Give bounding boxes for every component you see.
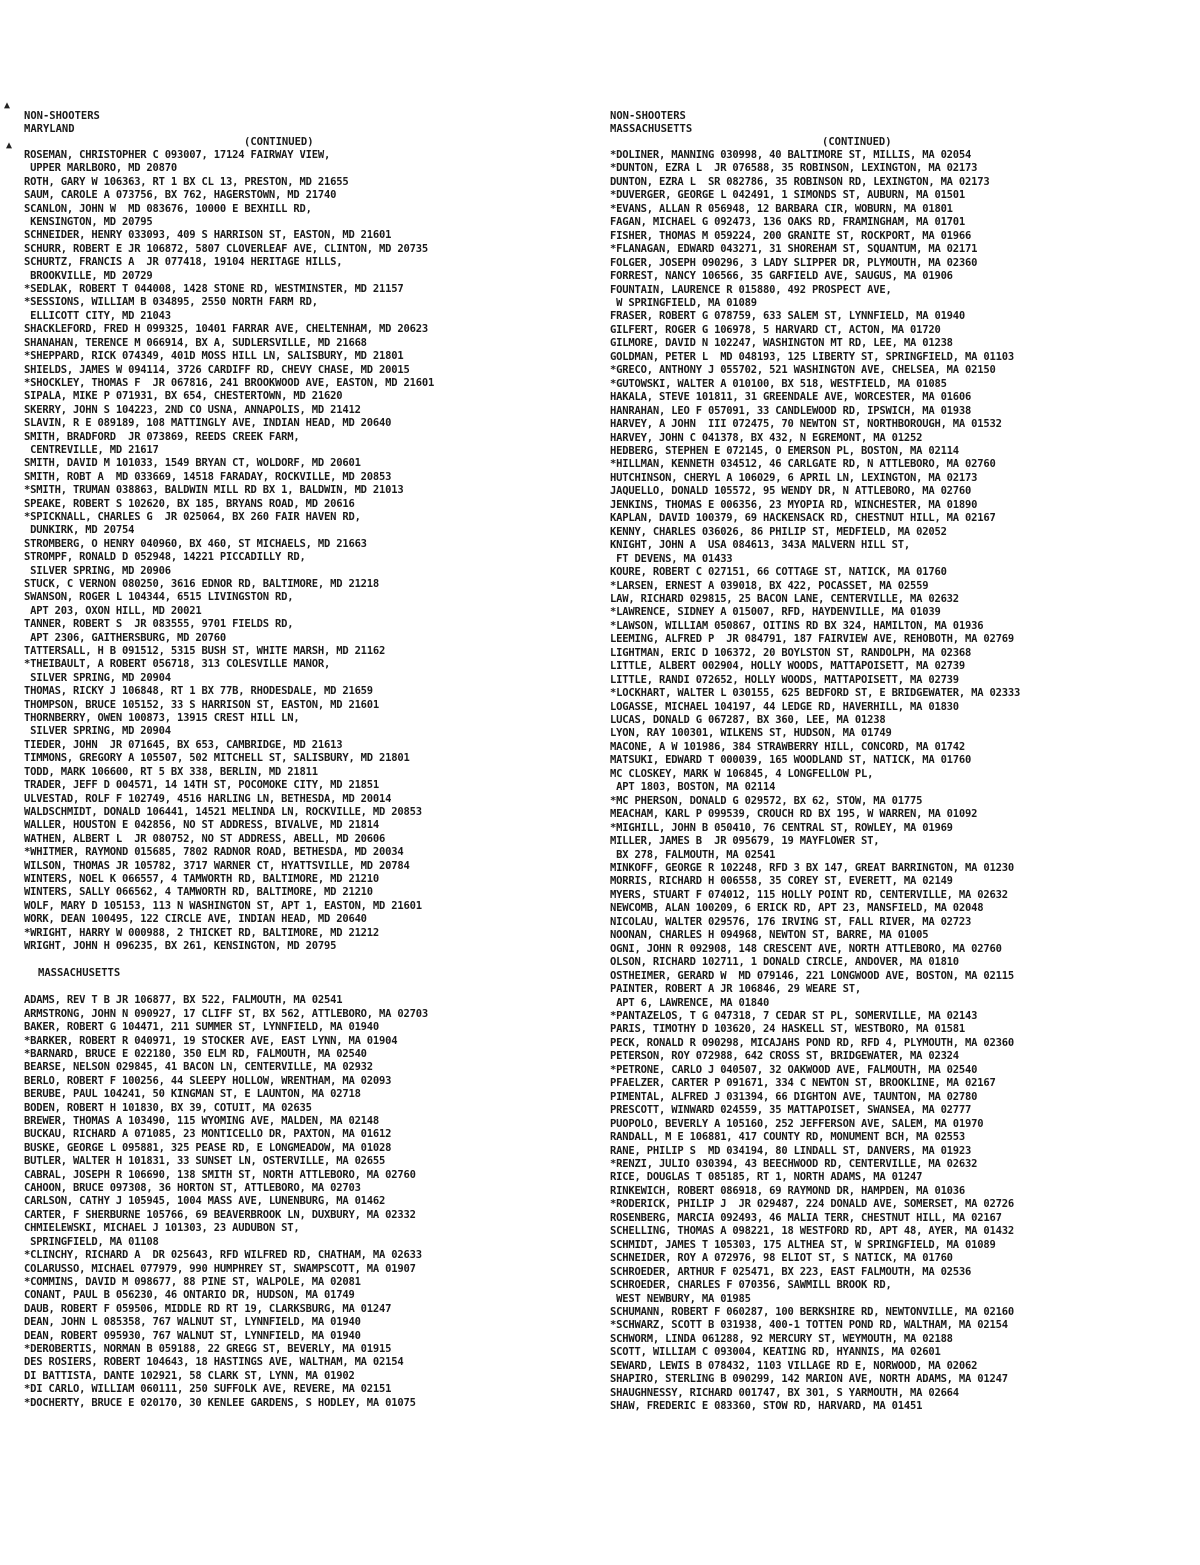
list-item: GILMORE, DAVID N 102247, WASHINGTON MT RD, LEE, MA 01238 [610,337,953,350]
list-item: *DOLINER, MANNING 030998, 40 BALTIMORE ST, MILLIS, MA 02054 [610,149,972,161]
list-item: SPRINGFIELD, MA 01108 [24,1235,159,1248]
list-item: SHAUGHNESSY, RICHARD 001747, BX 301, S YARMOUTH, MA 02664 [610,1386,959,1399]
list-item: SLAVIN, R E 089189, 108 MATTINGLY AVE, INDIAN HEAD, MD 20640 [24,417,392,430]
list-item: SCHROEDER, ARTHUR F 025471, BX 223, EAST FALMOUTH, MA 02536 [610,1265,972,1278]
list-item: SWANSON, ROGER L 104344, 6515 LIVINGSTON RD, [24,591,294,604]
list-item: ADAMS, REV T B JR 106877, BX 522, FALMOUTH, MA 02541 [24,994,343,1007]
list-item: SEWARD, LEWIS B 078432, 1103 VILLAGE RD E, NORWOOD, MA 02062 [610,1359,978,1372]
list-item: *BARKER, ROBERT R 040971, 19 STOCKER AVE, EAST LYNN, MA 01904 [24,1034,398,1047]
list-item: *RENZI, JULIO 030394, 43 BEECHWOOD RD, CENTERVILLE, MA 02632 [610,1157,978,1170]
entry-list [24,149,599,953]
list-item: BAKER, ROBERT G 104471, 211 SUMMER ST, LYNNFIELD, MA 01940 [24,1021,380,1034]
list-item: SILVER SPRING, MD 20904 [24,671,171,684]
list-item: HANRAHAN, LEO F 057091, 33 CANDLEWOOD RD, IPSWICH, MA 01938 [610,404,972,417]
list-item: SPEAKE, ROBERT S 102620, BX 185, BRYANS ROAD, MD 20616 [24,497,355,510]
list-item: RINKEWICH, ROBERT 086918, 69 RAYMOND DR, HAMPDEN, MA 01036 [610,1184,966,1197]
list-item: WINTERS, SALLY 066562, 4 TAMWORTH RD, BALTIMORE, MD 21210 [24,886,373,899]
list-item: FORREST, NANCY 106566, 35 GARFIELD AVE, SAUGUS, MA 01906 [610,270,953,283]
list-item: MYERS, STUART F 074012, 115 HOLLY POINT RD, CENTERVILLE, MA 02632 [610,888,1008,901]
list-item: FRASER, ROBERT G 078759, 633 SALEM ST, LYNNFIELD, MA 01940 [610,310,966,323]
list-item: HARVEY, JOHN C 041378, BX 432, N EGREMONT, MA 01252 [610,431,923,444]
list-item: SMITH, BRADFORD JR 073869, REEDS CREEK FARM, [24,430,300,443]
list-item: THOMAS, RICKY J 106848, RT 1 BX 77B, RHODESDALE, MD 21659 [24,685,373,698]
margin-mark: ▲ [6,140,13,151]
list-item: STROMBERG, O HENRY 040960, BX 460, ST MICHAELS, MD 21663 [24,537,367,550]
list-item: CABRAL, JOSEPH R 106690, 138 SMITH ST, NORTH ATTLEBORO, MA 02760 [24,1168,416,1181]
list-item: ROSENBERG, MARCIA 092493, 46 MALIA TERR, CHESTNUT HILL, MA 02167 [610,1211,1002,1224]
right-column [610,110,1190,1414]
list-item: *LAWSON, WILLIAM 050867, OITINS RD BX 324, HAMILTON, MA 01936 [610,619,984,632]
list-item: THOMPSON, BRUCE 105152, 33 S HARRISON ST, EASTON, MD 21601 [24,698,380,711]
list-item: APT 2306, GAITHERSBURG, MD 20760 [24,631,227,644]
list-item: SHAPIRO, STERLING B 090299, 142 MARION AVE, NORTH ADAMS, MA 01247 [610,1373,1008,1386]
list-item: BUTLER, WALTER H 101831, 33 SUNSET LN, OSTERVILLE, MA 02655 [24,1155,386,1168]
list-item: *WRIGHT, HARRY W 000988, 2 THICKET RD, BALTIMORE, MD 21212 [24,926,380,939]
list-item: *EVANS, ALLAN R 056948, 12 BARBARA CIR, WOBURN, MA 01801 [610,202,953,215]
list-item: HAKALA, STEVE 101811, 31 GREENDALE AVE, WORCESTER, MA 01606 [610,391,972,404]
list-item: LYON, RAY 100301, WILKENS ST, HUDSON, MA 01749 [610,727,892,740]
state-heading: MASSACHUSETTS [610,123,693,135]
list-item: FISHER, THOMAS M 059224, 200 GRANITE ST, ROCKPORT, MA 01966 [610,229,972,242]
list-item: WEST NEWBURY, MA 01985 [610,1292,751,1305]
list-item: CONANT, PAUL B 056230, 46 ONTARIO DR, HUDSON, MA 01749 [24,1289,355,1302]
section-heading: NON-SHOOTERS [610,110,686,122]
list-item: SAUM, CAROLE A 073756, BX 762, HAGERSTOWN, MD 21740 [24,189,337,202]
list-item: MORRIS, RICHARD H 006558, 35 COREY ST, EVERETT, MA 02149 [610,875,953,888]
list-item: *DOCHERTY, BRUCE E 020170, 30 KENLEE GARDENS, S HODLEY, MA 01075 [24,1396,416,1409]
list-item: *MC PHERSON, DONALD G 029572, BX 62, STOW, MA 01775 [610,794,923,807]
list-item: SKERRY, JOHN S 104223, 2ND CO USNA, ANNAPOLIS, MD 21412 [24,403,361,416]
entry-list [24,994,599,1410]
list-item: *PANTAZELOS, T G 047318, 7 CEDAR ST PL, SOMERVILLE, MA 02143 [610,1010,978,1022]
list-item: MATSUKI, EDWARD T 000039, 165 WOODLAND ST, NATICK, MA 01760 [610,754,972,767]
list-item: BODEN, ROBERT H 101830, BX 39, COTUIT, MA 02635 [24,1101,312,1114]
list-item: *RODERICK, PHILIP J JR 029487, 224 DONALD AVE, SOMERSET, MA 02726 [610,1198,1015,1211]
list-item: SILVER SPRING, MD 20906 [24,564,171,577]
list-item: PETERSON, ROY 072988, 642 CROSS ST, BRIDGEWATER, MA 02324 [610,1050,959,1063]
list-item: OGNI, JOHN R 092908, 148 CRESCENT AVE, NORTH ATTLEBORO, MA 02760 [610,942,1002,955]
list-item: SCHNEIDER, ROY A 072976, 98 ELIOT ST, S NATICK, MA 01760 [610,1252,953,1265]
list-item: TIEDER, JOHN JR 071645, BX 653, CAMBRIDGE, MD 21613 [24,738,343,751]
list-item: DEAN, ROBERT 095930, 767 WALNUT ST, LYNNFIELD, MA 01940 [24,1329,361,1342]
list-item: SCHROEDER, CHARLES F 070356, SAWMILL BROOK RD, [610,1279,892,1292]
list-item: MACONE, A W 101986, 384 STRAWBERRY HILL, CONCORD, MA 01742 [610,740,966,753]
list-item: TATTERSALL, H B 091512, 5315 BUSH ST, WHITE MARSH, MD 21162 [24,645,386,658]
list-item: JAQUELLO, DONALD 105572, 95 WENDY DR, N ATTLEBORO, MA 02760 [610,485,972,498]
left-column [24,110,599,1410]
list-item: LUCAS, DONALD G 067287, BX 360, LEE, MA 01238 [610,714,886,727]
list-item: OLSON, RICHARD 102711, 1 DONALD CIRCLE, ANDOVER, MA 01810 [610,956,959,969]
list-item: LITTLE, ALBERT 002904, HOLLY WOODS, MATTAPOISETT, MA 02739 [610,660,966,673]
list-item: *SHOCKLEY, THOMAS F JR 067816, 241 BROOKWOOD AVE, EASTON, MD 21601 [24,376,435,389]
list-item: KENNY, CHARLES 036026, 86 PHILIP ST, MEDFIELD, MA 02052 [610,525,947,538]
list-item: LITTLE, RANDI 072652, HOLLY WOODS, MATTAPOISETT, MA 02739 [610,673,959,686]
list-item: WILSON, THOMAS JR 105782, 3717 WARNER CT, HYATTSVILLE, MD 20784 [24,859,410,872]
list-item: *SPICKNALL, CHARLES G JR 025064, BX 260 FAIR HAVEN RD, [24,510,361,523]
state-heading: MARYLAND [24,123,75,135]
list-item: SCHMIDT, JAMES T 105303, 175 ALTHEA ST, W SPRINGFIELD, MA 01089 [610,1238,996,1251]
list-item: SHIELDS, JAMES W 094114, 3726 CARDIFF RD, CHEVY CHASE, MD 20015 [24,363,410,376]
list-item: *HILLMAN, KENNETH 034512, 46 CARLGATE RD, N ATTLEBORO, MA 02760 [610,458,996,471]
list-item: SCHNEIDER, HENRY 033093, 409 S HARRISON ST, EASTON, MD 21601 [24,229,392,242]
list-item: WATHEN, ALBERT L JR 080752, NO ST ADDRESS, ABELL, MD 20606 [24,832,386,845]
list-item: WINTERS, NOEL K 066557, 4 TAMWORTH RD, BALTIMORE, MD 21210 [24,872,380,885]
list-item: *GRECO, ANTHONY J 055702, 521 WASHINGTON AVE, CHELSEA, MA 02150 [610,364,996,377]
list-item: KAPLAN, DAVID 100379, 69 HACKENSACK RD, CHESTNUT HILL, MA 02167 [610,512,996,525]
list-item: FAGAN, MICHAEL G 092473, 136 OAKS RD, FRAMINGHAM, MA 01701 [610,216,966,229]
list-item: *DI CARLO, WILLIAM 060111, 250 SUFFOLK AVE, REVERE, MA 02151 [24,1383,392,1396]
list-item: DAUB, ROBERT F 059506, MIDDLE RD RT 19, CLARKSBURG, MA 01247 [24,1302,392,1315]
list-item: NEWCOMB, ALAN 100209, 6 ERICK RD, APT 23, MANSFIELD, MA 02048 [610,902,984,915]
list-item: DES ROSIERS, ROBERT 104643, 18 HASTINGS AVE, WALTHAM, MA 02154 [24,1356,404,1369]
list-item: MILLER, JAMES B JR 095679, 19 MAYFLOWER ST, [610,835,880,848]
list-item: FT DEVENS, MA 01433 [610,552,733,565]
list-item: BUCKAU, RICHARD A 071085, 23 MONTICELLO DR, PAXTON, MA 01612 [24,1128,392,1141]
list-item: BREWER, THOMAS A 103490, 115 WYOMING AVE, MALDEN, MA 02148 [24,1115,380,1128]
list-item: MEACHAM, KARL P 099539, CROUCH RD BX 195, W WARREN, MA 01092 [610,808,978,821]
list-item: SHANAHAN, TERENCE M 066914, BX A, SUDLERSVILLE, MD 21668 [24,336,367,349]
entry-list [610,149,1190,1414]
list-item: SHACKLEFORD, FRED H 099325, 10401 FARRAR AVE, CHELTENHAM, MD 20623 [24,323,429,336]
list-item: FOLGER, JOSEPH 090296, 3 LADY SLIPPER DR, PLYMOUTH, MA 02360 [610,256,978,269]
list-item: DI BATTISTA, DANTE 102921, 58 CLARK ST, LYNN, MA 01902 [24,1369,355,1382]
list-item: *LAWRENCE, SIDNEY A 015007, RFD, HAYDENVILLE, MA 01039 [610,606,941,619]
list-item: *WHITMER, RAYMOND 015685, 7802 RADNOR ROAD, BETHESDA, MD 20034 [24,846,404,859]
list-item: HUTCHINSON, CHERYL A 106029, 6 APRIL LN, LEXINGTON, MA 02173 [610,471,978,484]
list-item: SCHUMANN, ROBERT F 060287, 100 BERKSHIRE RD, NEWTONVILLE, MA 02160 [610,1305,1015,1318]
list-item: SMITH, ROBT A MD 033669, 14518 FARADAY, ROCKVILLE, MD 20853 [24,470,392,483]
list-item: ROSEMAN, CHRISTOPHER C 093007, 17124 FAIRWAY VIEW, [24,149,331,161]
list-item: PIMENTAL, ALFRED J 031394, 66 DIGHTON AVE, TAUNTON, MA 02780 [610,1090,978,1103]
section-heading: NON-SHOOTERS [24,110,100,122]
list-item: GILFERT, ROGER G 106978, 5 HARVARD CT, ACTON, MA 01720 [610,323,941,336]
list-item: DEAN, JOHN L 085358, 767 WALNUT ST, LYNNFIELD, MA 01940 [24,1316,361,1329]
list-item: CARLSON, CATHY J 105945, 1004 MASS AVE, LUNENBURG, MA 01462 [24,1195,386,1208]
list-item: MINKOFF, GEORGE R 102248, RFD 3 BX 147, GREAT BARRINGTON, MA 01230 [610,862,1015,875]
list-item: CHMIELEWSKI, MICHAEL J 101303, 23 AUDUBON ST, [24,1222,300,1235]
list-item: ROTH, GARY W 106363, RT 1 BX CL 13, PRESTON, MD 21655 [24,175,349,188]
list-item: *MIGHILL, JOHN B 050410, 76 CENTRAL ST, ROWLEY, MA 01969 [610,821,953,834]
list-item: SCANLON, JOHN W MD 083676, 10000 E BEXHILL RD, [24,202,312,215]
list-item: TANNER, ROBERT S JR 083555, 9701 FIELDS RD, [24,618,294,631]
list-item: TRADER, JEFF D 004571, 14 14TH ST, POCOMOKE CITY, MD 21851 [24,779,380,792]
list-item: LEEMING, ALFRED P JR 084791, 187 FAIRVIEW AVE, REHOBOTH, MA 02769 [610,633,1015,646]
list-item: *SHEPPARD, RICK 074349, 401D MOSS HILL LN, SALISBURY, MD 21801 [24,350,404,363]
list-item: *LOCKHART, WALTER L 030155, 625 BEDFORD ST, E BRIDGEWATER, MA 02333 [610,687,1021,700]
list-item: *GUTOWSKI, WALTER A 010100, BX 518, WESTFIELD, MA 01085 [610,377,947,390]
list-item: PAINTER, ROBERT A JR 106846, 29 WEARE ST, [610,983,861,996]
list-item: KOURE, ROBERT C 027151, 66 COTTAGE ST, NATICK, MA 01760 [610,566,947,579]
list-item: FOUNTAIN, LAURENCE R 015880, 492 PROSPECT AVE, [610,283,892,296]
list-item: *THEIBAULT, A ROBERT 056718, 313 COLESVILLE MANOR, [24,658,331,671]
list-item: *DEROBERTIS, NORMAN B 059188, 22 GREGG ST, BEVERLY, MA 01915 [24,1342,392,1355]
list-item: *COMMINS, DAVID M 098677, 88 PINE ST, WALPOLE, MA 02081 [24,1275,361,1288]
list-item: *SEDLAK, ROBERT T 044008, 1428 STONE RD, WESTMINSTER, MD 21157 [24,283,404,296]
list-item: APT 203, OXON HILL, MD 20021 [24,604,202,617]
list-item: ULVESTAD, ROLF F 102749, 4516 HARLING LN, BETHESDA, MD 20014 [24,792,392,805]
list-item: SCHELLING, THOMAS A 098221, 18 WESTFORD RD, APT 48, AYER, MA 01432 [610,1225,1015,1238]
list-item: *FLANAGAN, EDWARD 043271, 31 SHOREHAM ST, SQUANTUM, MA 02171 [610,243,978,256]
list-item: PARIS, TIMOTHY D 103620, 24 HASKELL ST, WESTBORO, MA 01581 [610,1023,966,1036]
list-item: RICE, DOUGLAS T 085185, RT 1, NORTH ADAMS, MA 01247 [610,1171,923,1184]
list-item: TODD, MARK 106600, RT 5 BX 338, BERLIN, MD 21811 [24,765,318,778]
list-item: SCHURTZ, FRANCIS A JR 077418, 19104 HERITAGE HILLS, [24,256,343,269]
list-item: KNIGHT, JOHN A USA 084613, 343A MALVERN HILL ST, [610,539,910,552]
list-item: SCHWORM, LINDA 061288, 92 MERCURY ST, WEYMOUTH, MA 02188 [610,1332,953,1345]
list-item: BX 278, FALMOUTH, MA 02541 [610,848,776,861]
list-item: SMITH, DAVID M 101033, 1549 BRYAN CT, WOLDORF, MD 20601 [24,457,361,470]
list-item: MC CLOSKEY, MARK W 106845, 4 LONGFELLOW PL, [610,767,874,780]
list-item: SCHURR, ROBERT E JR 106872, 5807 CLOVERLEAF AVE, CLINTON, MD 20735 [24,242,429,255]
list-item: APT 6, LAWRENCE, MA 01840 [610,996,770,1009]
list-item: PFAELZER, CARTER P 091671, 334 C NEWTON ST, BROOKLINE, MA 02167 [610,1077,996,1090]
list-item: DUNTON, EZRA L SR 082786, 35 ROBINSON RD, LEXINGTON, MA 02173 [610,175,990,188]
list-item: *DUVERGER, GEORGE L 042491, 1 SIMONDS ST, AUBURN, MA 01501 [610,189,966,202]
list-item: UPPER MARLBORO, MD 20870 [24,162,178,175]
list-item: LOGASSE, MICHAEL 104197, 44 LEDGE RD, HAVERHILL, MA 01830 [610,700,959,713]
list-item: BERUBE, PAUL 104241, 50 KINGMAN ST, E LAUNTON, MA 02718 [24,1088,361,1101]
list-item: ARMSTRONG, JOHN N 090927, 17 CLIFF ST, BX 562, ATTLEBORO, MA 02703 [24,1007,429,1020]
list-item: *SESSIONS, WILLIAM B 034895, 2550 NORTH FARM RD, [24,296,318,309]
list-item: CAHOON, BRUCE 097308, 36 HORTON ST, ATTLEBORO, MA 02703 [24,1182,361,1195]
list-item: SILVER SPRING, MD 20904 [24,725,171,738]
list-item: WORK, DEAN 100495, 122 CIRCLE AVE, INDIAN HEAD, MD 20640 [24,913,367,926]
list-item: JENKINS, THOMAS E 006356, 23 MYOPIA RD, WINCHESTER, MA 01890 [610,498,978,511]
list-item: LIGHTMAN, ERIC D 106372, 20 BOYLSTON ST, RANDOLPH, MA 02368 [610,646,972,659]
list-item: RANDALL, M E 106881, 417 COUNTY RD, MONUMENT BCH, MA 02553 [610,1131,966,1144]
list-item: HEDBERG, STEPHEN E 072145, O EMERSON PL, BOSTON, MA 02114 [610,444,959,457]
list-item: WALDSCHMIDT, DONALD 106441, 14521 MELINDA LN, ROCKVILLE, MD 20853 [24,805,422,818]
list-item: PUOPOLO, BEVERLY A 105160, 252 JEFFERSON AVE, SALEM, MA 01970 [610,1117,984,1130]
list-item: SHAW, FREDERIC E 083360, STOW RD, HARVARD, MA 01451 [610,1400,923,1413]
list-item: SIPALA, MIKE P 071931, BX 654, CHESTERTOWN, MD 21620 [24,390,343,403]
list-item: PRESCOTT, WINWARD 024559, 35 MATTAPOISET, SWANSEA, MA 02777 [610,1104,972,1117]
list-item: COLARUSSO, MICHAEL 077979, 990 HUMPHREY ST, SWAMPSCOTT, MA 01907 [24,1262,416,1275]
list-item: *DUNTON, EZRA L JR 076588, 35 ROBINSON, LEXINGTON, MA 02173 [610,162,978,175]
margin-mark: ▲ [4,100,11,111]
list-item: *SCHWARZ, SCOTT B 031938, 400-1 TOTTEN POND RD, WALTHAM, MA 02154 [610,1319,1008,1332]
list-item: WRIGHT, JOHN H 096235, BX 261, KENSINGTON, MD 20795 [24,939,337,952]
list-item: OSTHEIMER, GERARD W MD 079146, 221 LONGWOOD AVE, BOSTON, MA 02115 [610,969,1015,982]
list-item: GOLDMAN, PETER L MD 048193, 125 LIBERTY ST, SPRINGFIELD, MA 01103 [610,350,1015,363]
list-item: STUCK, C VERNON 080250, 3616 EDNOR RD, BALTIMORE, MD 21218 [24,578,380,590]
state-heading-massachusetts: MASSACHUSETTS [38,967,121,980]
list-item: KENSINGTON, MD 20795 [24,216,153,229]
list-item: ELLICOTT CITY, MD 21043 [24,309,171,322]
list-item: RANE, PHILIP S MD 034194, 80 LINDALL ST, DANVERS, MA 01923 [610,1144,972,1157]
list-item: NOONAN, CHARLES H 094968, NEWTON ST, BARRE, MA 01005 [610,929,929,942]
list-item: HARVEY, A JOHN III 072475, 70 NEWTON ST, NORTHBOROUGH, MA 01532 [610,418,1002,431]
list-item: *BARNARD, BRUCE E 022180, 350 ELM RD, FALMOUTH, MA 02540 [24,1048,367,1060]
list-item: APT 1803, BOSTON, MA 02114 [610,781,776,794]
list-item: *LARSEN, ERNEST A 039018, BX 422, POCASSET, MA 02559 [610,579,929,592]
list-item: CARTER, F SHERBURNE 105766, 69 BEAVERBROOK LN, DUXBURY, MA 02332 [24,1208,416,1221]
list-item: DUNKIRK, MD 20754 [24,524,135,537]
list-item: BEARSE, NELSON 029845, 41 BACON LN, CENTERVILLE, MA 02932 [24,1061,373,1074]
list-item: TIMMONS, GREGORY A 105507, 502 MITCHELL ST, SALISBURY, MD 21801 [24,752,410,765]
list-item: SCOTT, WILLIAM C 093004, KEATING RD, HYANNIS, MA 02601 [610,1346,941,1359]
list-item: NICOLAU, WALTER 029576, 176 IRVING ST, FALL RIVER, MA 02723 [610,915,972,928]
list-item: *PETRONE, CARLO J 040507, 32 OAKWOOD AVE, FALMOUTH, MA 02540 [610,1063,978,1076]
list-item: THORNBERRY, OWEN 100873, 13915 CREST HILL LN, [24,712,300,725]
list-item: WOLF, MARY D 105153, 113 N WASHINGTON ST, APT 1, EASTON, MD 21601 [24,899,422,912]
list-item: STROMPF, RONALD D 052948, 14221 PICCADILLY RD, [24,551,306,564]
list-item: PECK, RONALD R 090298, MICAJAHS POND RD, RFD 4, PLYMOUTH, MA 02360 [610,1036,1015,1049]
continued-label: (CONTINUED) [822,136,892,148]
list-item: BROOKVILLE, MD 20729 [24,269,153,282]
list-item: BERLO, ROBERT F 100256, 44 SLEEPY HOLLOW, WRENTHAM, MA 02093 [24,1074,392,1087]
list-item: W SPRINGFIELD, MA 01089 [610,296,757,309]
list-item: *SMITH, TRUMAN 038863, BALDWIN MILL RD BX 1, BALDWIN, MD 21013 [24,484,404,497]
list-item: CENTREVILLE, MD 21617 [24,443,159,456]
list-item: WALLER, HOUSTON E 042856, NO ST ADDRESS, BIVALVE, MD 21814 [24,819,380,832]
continued-label: (CONTINUED) [244,136,314,148]
list-item: BUSKE, GEORGE L 095881, 325 PEASE RD, E LONGMEADOW, MA 01028 [24,1141,392,1154]
list-item: LAW, RICHARD 029815, 25 BACON LANE, CENTERVILLE, MA 02632 [610,592,959,605]
list-item: *CLINCHY, RICHARD A DR 025643, RFD WILFRED RD, CHATHAM, MA 02633 [24,1249,422,1262]
